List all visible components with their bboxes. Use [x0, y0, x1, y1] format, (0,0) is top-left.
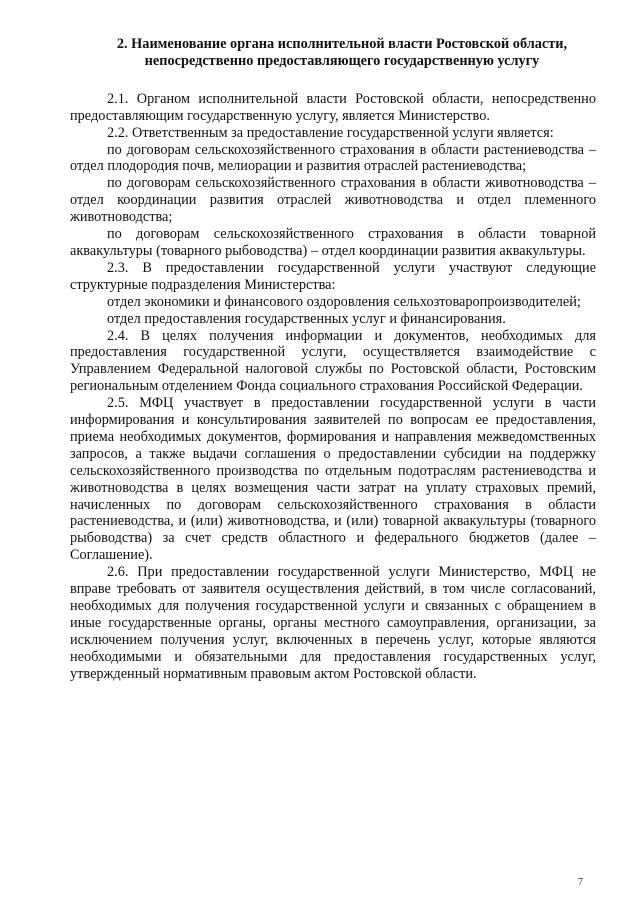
paragraph-2-6: 2.6. При предоставлении государственной услуги Министерство, МФЦ не вправе требовать от заявителя осуществления действий, в том числе согласований, необходимых для получения государственной услуги и связанных с обращением в иные государственные органы, органы местного самоуправления, организации, за исключением получения услуг, включенных в перечень услуг, которые являются необходимыми и обязательными для предоставления государственных услуг, утвержденный нормативным правовым актом Ростовской области.	[70, 564, 596, 682]
paragraph-aquaculture-insurance: по договорам сельскохозяйственного страхования в области товарной аквакультуры (товарного рыбоводства) – отдел координации развития аквакультуры.	[70, 226, 596, 259]
paragraph-2-3: 2.3. В предоставлении государственной услуги участвуют следующие структурные подразделения Министерства:	[70, 259, 596, 293]
paragraph-2-2: 2.2. Ответственным за предоставление государственной услуги является:	[107, 124, 554, 141]
paragraph-2-4: 2.4. В целях получения информации и документов, необходимых для предоставления государственной услуги, осуществляется взаимодействие с Управлением Федеральной налоговой службы по Ростовской области, Ростовским региональным отделением Фонда социального страхования Российской Федерации.	[70, 327, 596, 395]
paragraph-services-department: отдел предоставления государственных услуг и финансирования.	[107, 310, 506, 327]
paragraph-crop-insurance: по договорам сельскохозяйственного страхования в области растениеводства – отдел плодородия почв, мелиорации и развития отраслей растениеводства;	[70, 141, 596, 175]
paragraph-2-5: 2.5. МФЦ участвует в предоставлении государственной услуги в части информирования и консультирования заявителей по вопросам ее предоставления, приема необходимых документов, формирования и направления межведомственных запросов, а также выдачи соглашения о предоставлении субсидии на поддержку сельскохозяйственного производства по отдельным подотраслям растениеводства и животноводства в целях возмещения части затрат на уплату страховых премий, начисленных по договорам сельскохозяйственного страхования в области растениеводства, и (или) животноводства, и (или) товарной аквакультуры (товарного рыбоводства) за счет средств областного и федерального бюджетов (далее – Соглашение).	[70, 395, 596, 564]
section-heading-line-2: непосредственно предоставляющего государственную услугу	[144, 52, 540, 69]
document-page	[70, 36, 596, 683]
page-number: 7	[578, 877, 583, 888]
paragraph-livestock-insurance: по договорам сельскохозяйственного страхования в области животноводства – отдел координации развития отраслей животноводства и отдел племенного животноводства;	[70, 175, 596, 226]
paragraph-2-1: 2.1. Органом исполнительной власти Ростовской области, непосредственно предоставляющим государственную услугу, является Министерство.	[70, 90, 596, 124]
paragraph-economics-department: отдел экономики и финансового оздоровления сельхозтоваропроизводителей;	[107, 293, 581, 310]
section-heading-line-1: 2. Наименование органа исполнительной власти Ростовской области,	[116, 36, 568, 52]
section-heading	[70, 36, 596, 70]
